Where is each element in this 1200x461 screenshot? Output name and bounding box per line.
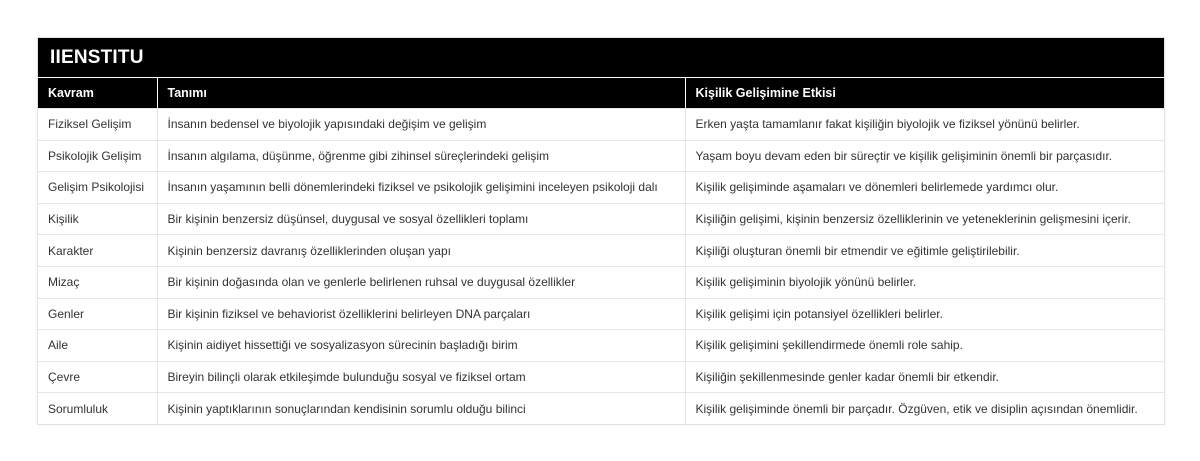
column-header-kavram: Kavram [38, 78, 157, 109]
cell-kavram: Karakter [38, 235, 157, 267]
cell-etkisi: Kişiliğin şekillenmesinde genler kadar önemli bir etkendir. [685, 361, 1164, 393]
cell-tanimi: Bir kişinin benzersiz düşünsel, duygusal ve sosyal özellikleri toplamı [157, 203, 685, 235]
cell-etkisi: Kişilik gelişiminde önemli bir parçadır. Özgüven, etik ve disiplin açısından önemlidir. [685, 393, 1164, 424]
cell-tanimi: Bir kişinin doğasında olan ve genlerle belirlenen ruhsal ve duygusal özellikler [157, 266, 685, 298]
concept-table [38, 77, 1164, 424]
table-row [38, 203, 1164, 235]
cell-tanimi: İnsanın bedensel ve biyolojik yapısındaki değişim ve gelişim [157, 109, 685, 141]
column-header-tanimi: Tanımı [157, 78, 685, 109]
cell-kavram: Kişilik [38, 203, 157, 235]
cell-etkisi: Kişiliğin gelişimi, kişinin benzersiz özelliklerinin ve yeteneklerinin gelişmesini içerir. [685, 203, 1164, 235]
cell-tanimi: Kişinin yaptıklarının sonuçlarından kendisinin sorumlu olduğu bilinci [157, 393, 685, 424]
concept-table-card [37, 37, 1165, 425]
cell-tanimi: Kişinin aidiyet hissettiği ve sosyalizasyon sürecinin başladığı birim [157, 330, 685, 362]
column-header-etkisi: Kişilik Gelişimine Etkisi [685, 78, 1164, 109]
table-row [38, 109, 1164, 141]
table-row [38, 330, 1164, 362]
cell-etkisi: Kişiliği oluşturan önemli bir etmendir ve eğitimle geliştirilebilir. [685, 235, 1164, 267]
cell-kavram: Gelişim Psikolojisi [38, 172, 157, 204]
table-row [38, 266, 1164, 298]
cell-etkisi: Yaşam boyu devam eden bir süreçtir ve kişilik gelişiminin önemli bir parçasıdır. [685, 140, 1164, 172]
table-row [38, 172, 1164, 204]
cell-tanimi: İnsanın algılama, düşünme, öğrenme gibi zihinsel süreçlerindeki gelişim [157, 140, 685, 172]
cell-etkisi: Erken yaşta tamamlanır fakat kişiliğin biyolojik ve fiziksel yönünü belirler. [685, 109, 1164, 141]
cell-etkisi: Kişilik gelişiminde aşamaları ve dönemleri belirlemede yardımcı olur. [685, 172, 1164, 204]
cell-etkisi: Kişilik gelişimi için potansiyel özellikleri belirler. [685, 298, 1164, 330]
cell-kavram: Mizaç [38, 266, 157, 298]
cell-etkisi: Kişilik gelişiminin biyolojik yönünü belirler. [685, 266, 1164, 298]
cell-kavram: Aile [38, 330, 157, 362]
table-row [38, 298, 1164, 330]
table-row [38, 361, 1164, 393]
cell-etkisi: Kişilik gelişimini şekillendirmede önemli role sahip. [685, 330, 1164, 362]
table-row [38, 140, 1164, 172]
table-row [38, 393, 1164, 424]
brand-title: IIENSTITU [38, 38, 1164, 77]
cell-kavram: Sorumluluk [38, 393, 157, 424]
cell-kavram: Çevre [38, 361, 157, 393]
cell-tanimi: Bir kişinin fiziksel ve behaviorist özelliklerini belirleyen DNA parçaları [157, 298, 685, 330]
table-header-row [38, 78, 1164, 109]
cell-tanimi: İnsanın yaşamının belli dönemlerindeki fiziksel ve psikolojik gelişimini inceleyen psikoloji dalı [157, 172, 685, 204]
cell-tanimi: Bireyin bilinçli olarak etkileşimde bulunduğu sosyal ve fiziksel ortam [157, 361, 685, 393]
cell-kavram: Fiziksel Gelişim [38, 109, 157, 141]
cell-kavram: Genler [38, 298, 157, 330]
cell-tanimi: Kişinin benzersiz davranış özelliklerinden oluşan yapı [157, 235, 685, 267]
cell-kavram: Psikolojik Gelişim [38, 140, 157, 172]
table-row [38, 235, 1164, 267]
